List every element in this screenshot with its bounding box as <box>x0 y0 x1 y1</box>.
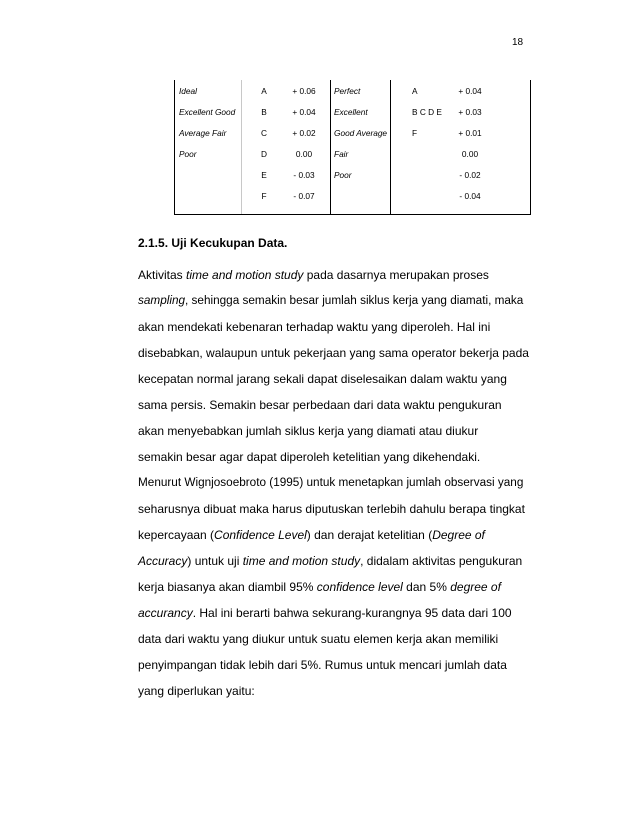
table-border-left <box>174 80 175 214</box>
table-cell: C <box>261 128 267 138</box>
table-cell: - 0.07 <box>293 191 315 201</box>
table-cell: + 0.04 <box>292 107 316 117</box>
table-cell: + 0.06 <box>292 86 316 96</box>
text-line: kecepatan normal jarang sekali dapat diselesaikan dalam waktu yang <box>138 372 507 386</box>
paragraph <box>138 262 530 470</box>
table-divider <box>390 80 391 214</box>
text-run: , didalam aktivitas pengukuran <box>360 554 523 568</box>
table-cell: Perfect <box>334 86 361 96</box>
table-cell: F <box>261 191 267 201</box>
table-col-class-2 <box>412 82 442 145</box>
table-cell: Poor <box>179 149 197 159</box>
section-heading: 2.1.5. Uji Kecukupan Data. <box>138 236 288 250</box>
table-cell: - 0.04 <box>459 191 481 201</box>
text-line: semakin besar agar dapat diperoleh ketelitian yang dikehendaki. <box>138 450 481 464</box>
italic-run: time and motion study <box>186 268 304 282</box>
text-run: dan 5% <box>402 580 451 594</box>
italic-run: Degree of <box>432 528 485 542</box>
table-cell: 0.00 <box>461 149 479 159</box>
table-col-value-2 <box>450 82 490 208</box>
table-cell: Average Fair <box>179 128 227 138</box>
table-cell: - 0.02 <box>459 170 481 180</box>
table-cell: 0.00 <box>295 149 313 159</box>
text-line: disebabkan, walaupun untuk pekerjaan yang sama operator bekerja pada <box>138 346 529 360</box>
text-run: kerja biasanya akan diambil 95% <box>138 580 317 594</box>
rating-table <box>174 80 531 215</box>
table-cell: + 0.03 <box>458 107 482 117</box>
text-line <box>138 262 530 288</box>
text-run: , sehingga semakin besar jumlah siklus kerja yang diamati, maka <box>185 294 524 307</box>
text-line: yang diperlukan yaitu: <box>138 684 255 698</box>
table-col-value-1 <box>282 82 326 208</box>
table-cell: D <box>261 149 267 159</box>
paragraph <box>138 470 530 704</box>
text-run: ) dan derajat ketelitian ( <box>306 528 433 542</box>
table-cell: F <box>412 128 418 138</box>
table-cell: E <box>261 170 267 180</box>
table-cell: B <box>261 107 267 117</box>
text-line: akan mendekati kebenaran terhadap waktu yang diperoleh. Hal ini <box>138 320 491 334</box>
table-col-rating-2 <box>334 82 387 187</box>
text-run: Aktivitas <box>138 268 187 282</box>
table-cell: A <box>261 86 267 96</box>
table-cell: + 0.04 <box>458 86 482 96</box>
page-number: 18 <box>512 37 524 48</box>
table-cell: Good Average <box>334 128 388 138</box>
table-divider <box>241 80 242 214</box>
text-line <box>138 522 530 548</box>
table-col-rating-1 <box>179 82 235 166</box>
italic-run: time and motion study <box>242 554 361 568</box>
table-cell: A <box>412 86 418 96</box>
text-run: ) untuk uji <box>187 554 243 568</box>
text-line: akan menyebabkan jumlah siklus kerja yang diamati atau diukur <box>138 424 479 438</box>
table-divider <box>330 80 331 214</box>
text-run: . Hal ini berarti bahwa sekurang-kurangnya 95 data dari 100 <box>192 606 512 620</box>
table-cell: B C D E <box>412 107 442 117</box>
table-cell: - 0.03 <box>293 170 315 180</box>
text-line <box>138 548 530 574</box>
italic-run: sampling <box>138 294 186 307</box>
table-cell: Fair <box>334 149 349 159</box>
italic-run: confidence level <box>316 580 403 594</box>
table-cell: Excellent Good <box>179 107 236 117</box>
table-cell: Poor <box>334 170 352 180</box>
text-line <box>138 574 530 600</box>
italic-run: accurancy <box>138 606 193 620</box>
table-cell: + 0.02 <box>292 128 316 138</box>
text-line: Menurut Wignjosoebroto (1995) untuk menetapkan jumlah observasi yang <box>138 476 524 489</box>
text-run: pada dasarnya merupakan proses <box>303 268 489 282</box>
table-cell: + 0.01 <box>458 128 482 138</box>
body-text <box>138 262 530 704</box>
text-run: kepercayaan ( <box>138 528 215 542</box>
text-line <box>138 288 530 314</box>
table-cell: Ideal <box>179 86 197 96</box>
text-line: seharusnya dibuat maka harus diputuskan terlebih dahulu berapa tingkat <box>138 502 525 516</box>
table-col-class-1 <box>256 82 272 208</box>
table-border-right <box>530 80 531 214</box>
text-line: penyimpangan tidak lebih dari 5%. Rumus untuk mencari jumlah data <box>138 658 507 672</box>
italic-run: Confidence Level <box>214 528 307 542</box>
italic-run: degree of <box>450 580 501 594</box>
text-line <box>138 600 530 626</box>
text-line: data dari waktu yang diukur untuk suatu elemen kerja akan memiliki <box>138 632 499 646</box>
italic-run: Accuracy <box>138 554 188 568</box>
text-line: sama persis. Semakin besar perbedaan dari data waktu pengukuran <box>138 398 502 412</box>
table-cell: Excellent <box>334 107 368 117</box>
